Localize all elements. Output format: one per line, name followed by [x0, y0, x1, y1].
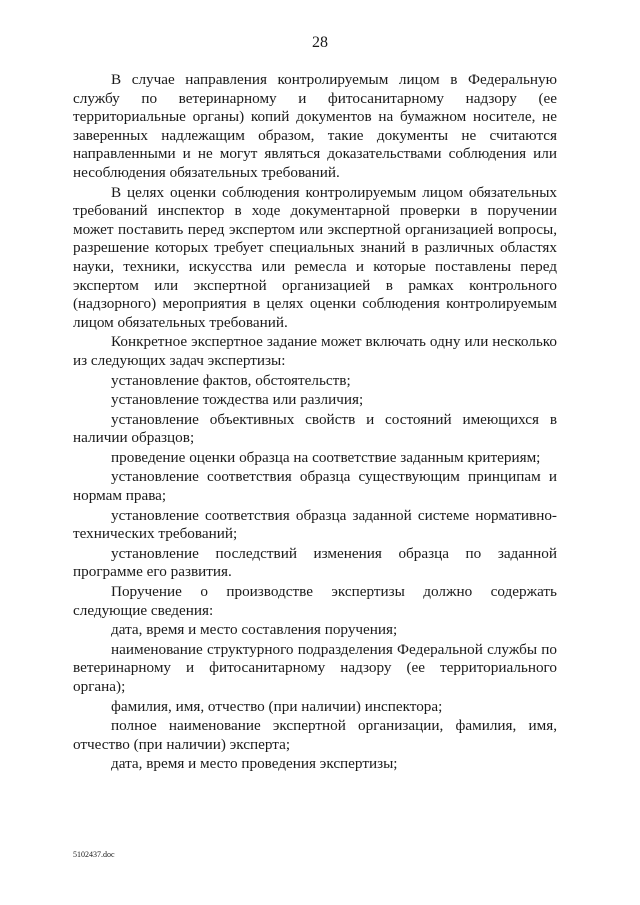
- list-item-inspector-name: фамилия, имя, отчество (при наличии) инспектора;: [111, 697, 443, 715]
- paragraph-order-contents-intro: Поручение о производстве экспертизы должно содержать следующие сведения:: [73, 583, 557, 619]
- paragraph-expert-tasks-intro: Конкретное экспертное задание может включать одну или несколько из следующих задач экспертизы:: [73, 333, 557, 369]
- paragraph-expert-questions: В целях оценки соблюдения контролируемым лицом обязательных требований инспектор в ходе документарной проверки в поручении может поставить перед экспертом или экспертной организацией вопросы, разрешение которых требует специальных знаний в различных областях науки, техники, искусства или ремесла и которые поставлены перед экспертом или экспертной организацией в рамках контрольного (надзорного) мероприятия в целях оценки соблюдения контролируемым лицом обязательных требований.: [73, 183, 557, 331]
- paragraph-electronic-copies: В случае направления контролируемым лицом в Федеральную службу по ветеринарному и фитосанитарному надзору (ее территориальные органы) копий документов на бумажном носителе, не заверенных надлежащим образом, такие документы не считаются направленными и не могут являться доказательствами соблюдения или несоблюдения обязательных требований.: [73, 71, 557, 181]
- list-item-technical-requirements: установление соответствия образца заданной системе нормативно-технических требований;: [73, 506, 557, 543]
- list-item-consequences: установление последствий изменения образца по заданной программе его развития.: [73, 544, 557, 581]
- page-number: 28: [312, 34, 328, 51]
- list-item-facts: установление фактов, обстоятельств;: [111, 371, 351, 389]
- list-item-department: наименование структурного подразделения Федеральной службы по ветеринарному и фитосанитарному надзору (ее территориального органа);: [73, 640, 557, 695]
- list-item-expertise-date: дата, время и место проведения экспертизы;: [111, 755, 398, 773]
- list-item-identity: установление тождества или различия;: [111, 391, 364, 409]
- footer-filename: 5102437.doc: [73, 850, 115, 859]
- list-item-expert-organization: полное наименование экспертной организации, фамилия, имя, отчество (при наличии) эксперта;: [73, 717, 557, 753]
- list-item-legal-norms: установление соответствия образца существующим принципам и нормам права;: [73, 468, 557, 505]
- document-body: [73, 71, 557, 774]
- list-item-date-place: дата, время и место составления поручения;: [111, 621, 398, 639]
- list-item-criteria: проведение оценки образца на соответствие заданным критериям;: [111, 448, 541, 466]
- list-item-properties: установление объективных свойств и состояний имеющихся в наличии образцов;: [73, 410, 557, 447]
